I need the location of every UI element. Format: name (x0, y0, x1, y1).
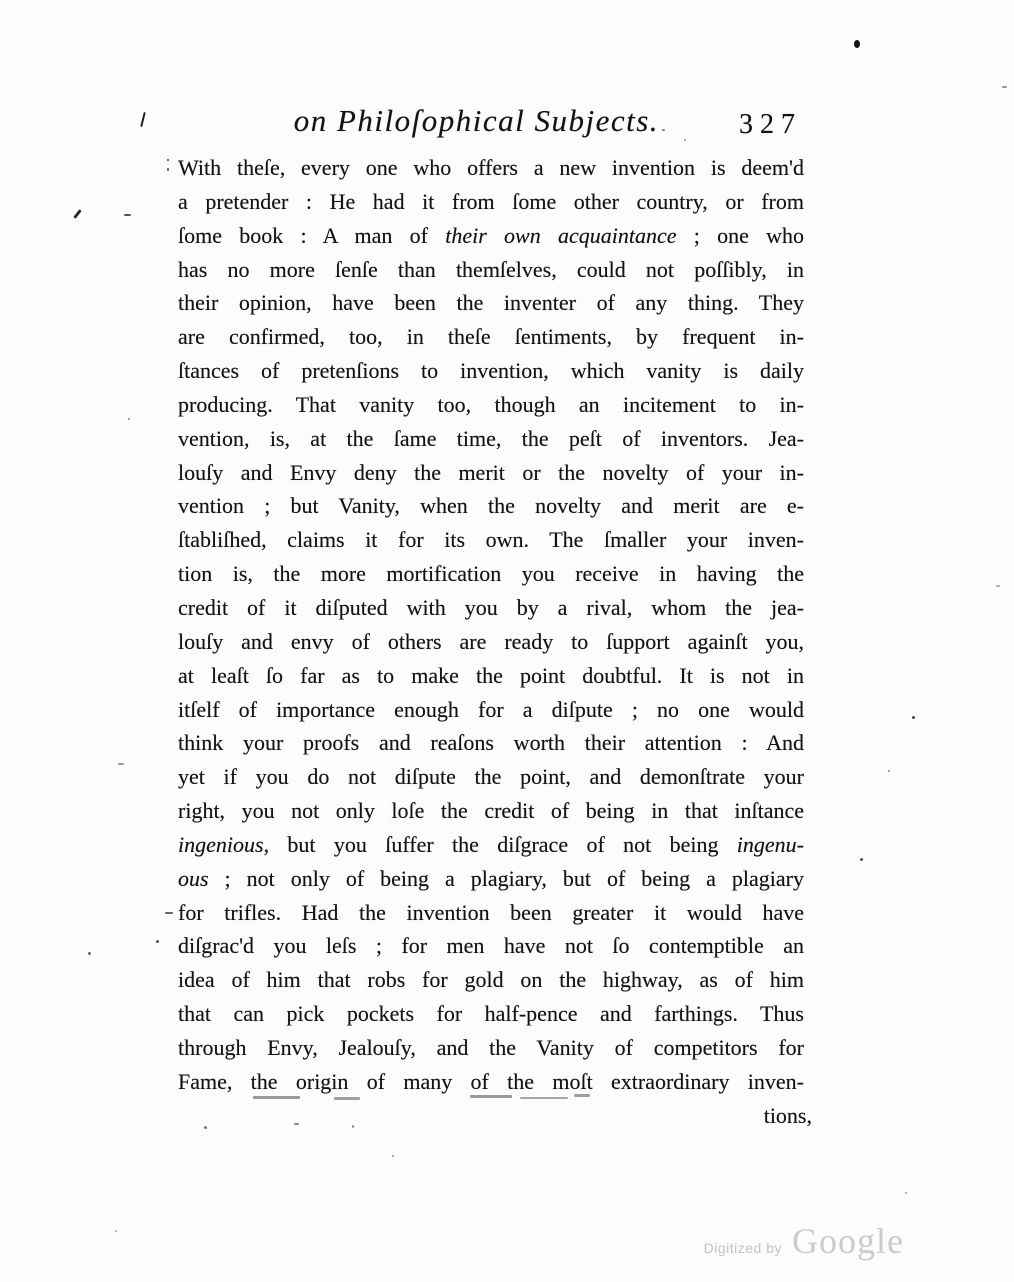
catchword-block (178, 1099, 812, 1133)
ink-speck (156, 940, 159, 943)
smudge-mark (294, 1123, 299, 1125)
text-line: are confirmed, too, in theſe ſentiments, by frequent in- (178, 324, 804, 350)
ink-speck (73, 209, 82, 219)
text-line: credit of it diſputed with you by a rival, whom the jea- (178, 594, 804, 620)
ink-speck (88, 952, 91, 955)
running-title: on Philoſophical Subjects. (293, 103, 660, 138)
smudge-mark (392, 1155, 394, 1157)
text-line: idea of him that robs for gold on the highway, as of him (178, 967, 804, 993)
text-line: ſtances of pretenſions to invention, which vanity is daily (178, 358, 804, 384)
google-logo: Google (792, 1221, 904, 1261)
text-line: that can pick pockets for half-pence and farthings. Thus (178, 1001, 804, 1027)
text-line: tion is, the more mortification you receive in having the (178, 561, 804, 587)
text-line: ſome book : A man of their own acquaintance ; one who (178, 222, 805, 248)
text-line: has no more ſenſe than themſelves, could not poſſibly, in (178, 256, 804, 282)
text-line: at leaſt ſo far as to make the point doubtful. It is not in (178, 662, 804, 688)
text-line: for trifles. Had the invention been greater it would have (178, 899, 804, 925)
text-line: yet if you do not diſpute the point, and demonſtrate your (178, 764, 804, 790)
smudge-mark (334, 1097, 360, 1100)
text-line: a pretender : He had it from ſome other country, or from (178, 188, 804, 214)
page-number: 327 (739, 109, 802, 140)
text-line: producing. That vanity too, though an incitement to in- (178, 391, 804, 417)
ink-speck (912, 716, 915, 719)
ink-speck (140, 112, 146, 127)
catchword: tions, (763, 1103, 812, 1128)
smudge-mark (470, 1095, 512, 1098)
text-line: their opinion, have been the inventer of any thing. They (178, 290, 804, 316)
text-line: think your proofs and reaſons worth their attention : And (178, 730, 804, 756)
text-line: Fame, the origin of many of the moſt extraordinary inven- (178, 1068, 804, 1094)
text-line: vention ; but Vanity, when the novelty and merit are e- (178, 493, 804, 519)
ink-speck (167, 168, 169, 171)
digitized-watermark (704, 1220, 904, 1262)
text-line: ous ; not only of being a plagiary, but of being a plagiary (178, 865, 804, 891)
text-line: itſelf of importance enough for a diſpute ; no one would (178, 696, 804, 722)
smudge-mark (253, 1096, 300, 1099)
text-line: ſtabliſhed, claims it for its own. The ſmaller your inven- (178, 527, 804, 553)
ink-speck (118, 763, 124, 765)
ink-speck (662, 129, 665, 131)
text-line: diſgrac'd you leſs ; for men have not ſo contemptible an (178, 933, 804, 959)
smudge-mark (352, 1125, 354, 1128)
ink-speck (124, 214, 131, 216)
text-line: right, you not only loſe the credit of being in that inſtance (178, 798, 804, 824)
text-line: louſy and envy of others are ready to ſupport againſt you, (178, 628, 804, 654)
ink-speck (905, 1192, 907, 1194)
watermark-prefix: Digitized by (703, 1240, 783, 1256)
text-line: through Envy, Jealouſy, and the Vanity of competitors for (178, 1034, 804, 1060)
page-header (178, 103, 804, 151)
ink-speck (888, 770, 890, 772)
smudge-mark (520, 1097, 568, 1099)
smudge-mark (574, 1094, 590, 1097)
ink-speck (996, 585, 1000, 587)
ink-speck (860, 858, 863, 861)
ink-speck (167, 159, 169, 161)
ink-speck (684, 139, 686, 141)
smudge-mark (204, 1126, 207, 1129)
text-line: vention, is, at the ſame time, the peſt of inventors. Jea- (178, 425, 804, 451)
body-text (178, 151, 804, 1099)
ink-speck (115, 1230, 117, 1232)
ink-speck (128, 418, 130, 420)
ink-speck (1002, 86, 1007, 88)
ink-speck (165, 912, 173, 914)
text-line: louſy and Envy deny the merit or the novelty of your in- (178, 459, 804, 485)
text-line: With theſe, every one who offers a new invention is deem'd (178, 155, 804, 180)
ink-speck (854, 40, 860, 48)
text-line: ingenious, but you ſuffer the diſgrace of not being ingenu- (178, 831, 804, 857)
